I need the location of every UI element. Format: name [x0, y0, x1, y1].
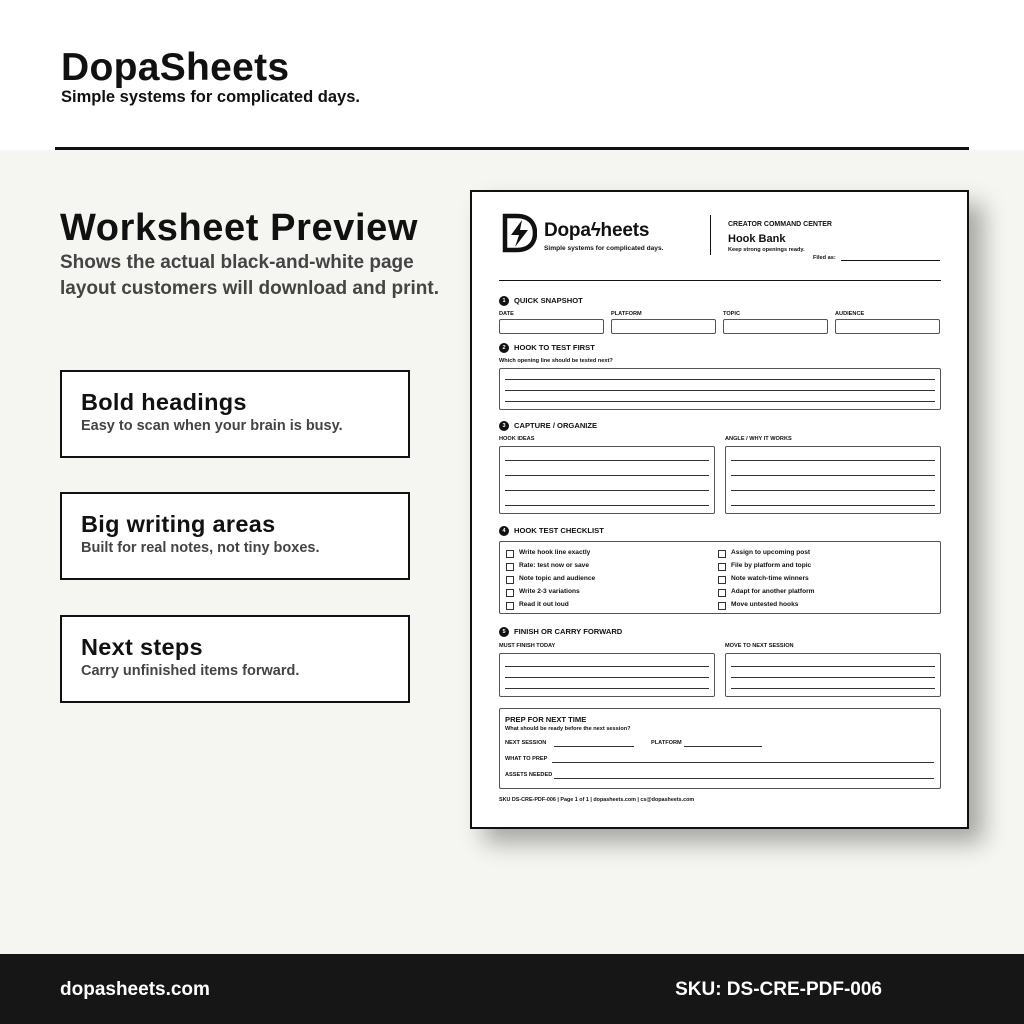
checklist-item: Rate: test now or save: [519, 562, 589, 569]
date-field[interactable]: [499, 319, 604, 334]
writing-line: [731, 490, 935, 491]
worksheet-footer: SKU DS-CRE-PDF-006 | Page 1 of 1 | dopasheets.com | cs@dopasheets.com: [499, 797, 695, 803]
assets-needed-line[interactable]: [554, 778, 934, 779]
writing-line: [505, 401, 935, 402]
prep-title: PREP FOR NEXT TIME: [505, 715, 587, 724]
checklist-item: Note topic and audience: [519, 575, 596, 582]
column-label: MOVE TO NEXT SESSION: [725, 643, 794, 649]
writing-line: [505, 390, 935, 391]
preview-title: Worksheet Preview: [60, 207, 418, 249]
checklist-item: Write 2-3 variations: [519, 588, 580, 595]
platform-label: PLATFORM: [651, 740, 682, 746]
feature-title: Next steps: [81, 634, 203, 660]
what-to-prep-label: WHAT TO PREP: [505, 756, 548, 762]
checkbox[interactable]: [506, 550, 514, 558]
header-rule: [499, 280, 941, 281]
preview-description: Shows the actual black-and-white page layout customers will download and print.: [60, 252, 439, 299]
checklist-box: [499, 541, 941, 614]
assets-needed-label: ASSETS NEEDED: [505, 772, 553, 778]
next-session-line[interactable]: [554, 746, 634, 747]
what-to-prep-line[interactable]: [552, 762, 934, 763]
feature-card-headings: [60, 370, 410, 458]
feature-card-next-steps: [60, 615, 410, 703]
writing-line: [505, 490, 709, 491]
must-finish-box[interactable]: [499, 653, 715, 697]
hook-test-box[interactable]: [499, 368, 941, 410]
writing-line: [731, 475, 935, 476]
move-next-box[interactable]: [725, 653, 941, 697]
checkbox[interactable]: [506, 602, 514, 610]
hook-ideas-box[interactable]: [499, 446, 715, 514]
feature-desc: Easy to scan when your brain is busy.: [81, 418, 343, 434]
writing-line: [505, 688, 709, 689]
section-number: 2: [499, 343, 509, 353]
angle-box[interactable]: [725, 446, 941, 514]
section-number: 4: [499, 526, 509, 536]
brand-tagline: Simple systems for complicated days.: [61, 88, 360, 106]
worksheet-preview: [470, 190, 969, 829]
feature-title: Bold headings: [81, 389, 247, 415]
checklist-item: File by platform and topic: [731, 562, 812, 569]
writing-line: [505, 379, 935, 380]
writing-line: [505, 505, 709, 506]
checkbox[interactable]: [506, 576, 514, 584]
feature-desc: Carry unfinished items forward.: [81, 663, 300, 679]
section-number: 5: [499, 627, 509, 637]
feature-title: Big writing areas: [81, 511, 276, 537]
audience-field[interactable]: [835, 319, 940, 334]
checklist-item: Assign to upcoming post: [731, 549, 811, 556]
checkbox[interactable]: [718, 589, 726, 597]
checkbox[interactable]: [718, 602, 726, 610]
checklist-item: Move untested hooks: [731, 601, 799, 608]
section-title: QUICK SNAPSHOT: [514, 296, 583, 305]
prep-box: [499, 708, 941, 789]
section-number: 1: [499, 296, 509, 306]
writing-line: [505, 475, 709, 476]
worksheet-brand: Dopaϟheets: [544, 220, 650, 241]
checkbox[interactable]: [718, 576, 726, 584]
footer-sku: SKU: DS-CRE-PDF-006: [675, 979, 882, 1000]
worksheet-name: Hook Bank: [728, 233, 786, 245]
checkbox[interactable]: [506, 563, 514, 571]
header-vertical-rule: [710, 215, 711, 255]
checkbox[interactable]: [718, 563, 726, 571]
section-title: CAPTURE / ORGANIZE: [514, 421, 598, 430]
field-label: TOPIC: [723, 311, 740, 317]
writing-line: [505, 677, 709, 678]
feature-card-writing: [60, 492, 410, 580]
writing-line: [505, 666, 709, 667]
brand-name: DopaSheets: [61, 46, 290, 89]
platform-field[interactable]: [611, 319, 716, 334]
writing-line: [505, 460, 709, 461]
field-label: PLATFORM: [611, 311, 642, 317]
checklist-item: Write hook line exactly: [519, 549, 591, 556]
prep-prompt: What should be ready before the next session?: [505, 726, 631, 732]
column-label: ANGLE / WHY IT WORKS: [725, 436, 792, 442]
checkbox[interactable]: [506, 589, 514, 597]
writing-line: [731, 677, 935, 678]
section-title: HOOK TEST CHECKLIST: [514, 526, 604, 535]
writing-line: [731, 688, 935, 689]
worksheet-category: CREATOR COMMAND CENTER: [728, 221, 832, 228]
worksheet-tagline: Simple systems for complicated days.: [544, 245, 664, 252]
checkbox[interactable]: [718, 550, 726, 558]
platform-line[interactable]: [684, 746, 762, 747]
field-label: DATE: [499, 311, 514, 317]
writing-line: [731, 460, 935, 461]
writing-line: [731, 666, 935, 667]
section-title: HOOK TO TEST FIRST: [514, 343, 595, 352]
checklist-item: Adapt for another platform: [731, 588, 815, 595]
filed-as-label: Filed as:: [813, 255, 836, 261]
next-session-label: NEXT SESSION: [505, 740, 547, 746]
topic-field[interactable]: [723, 319, 828, 334]
field-label: AUDIENCE: [835, 311, 865, 317]
checklist-item: Read it out loud: [519, 601, 569, 608]
hook-prompt: Which opening line should be tested next?: [499, 358, 613, 364]
column-label: HOOK IDEAS: [499, 436, 535, 442]
section-title: FINISH OR CARRY FORWARD: [514, 627, 623, 636]
column-label: MUST FINISH TODAY: [499, 643, 556, 649]
worksheet-subtitle: Keep strong openings ready.: [728, 247, 805, 253]
filed-as-line: [841, 260, 940, 261]
section-number: 3: [499, 421, 509, 431]
feature-desc: Built for real notes, not tiny boxes.: [81, 540, 320, 556]
checklist-item: Note watch-time winners: [731, 575, 809, 582]
writing-line: [731, 505, 935, 506]
footer-website[interactable]: dopasheets.com: [60, 979, 210, 1000]
dopasheets-logo-icon: [501, 213, 537, 253]
